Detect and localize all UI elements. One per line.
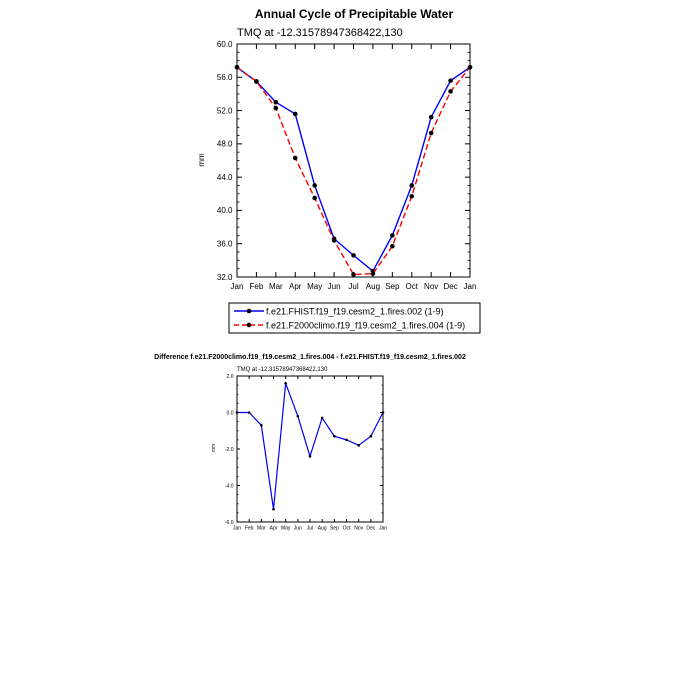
bottom-xtick-label: Oct xyxy=(342,525,351,532)
top-xtick-label: Nov xyxy=(424,282,439,291)
top-plot-frame xyxy=(237,44,470,277)
top-series-1-point xyxy=(351,253,356,258)
legend-label: f.e21.FHIST.f19_f19.cesm2_1.fires.002 (1-9) xyxy=(266,306,444,317)
top-xtick-label: Jun xyxy=(327,282,341,291)
bottom-series-1-point xyxy=(370,435,373,438)
top-series-1-point xyxy=(390,233,395,238)
top-xtick-label: Jan xyxy=(230,282,244,291)
bottom-series-1-point xyxy=(236,411,239,414)
top-series-2-point xyxy=(409,194,414,199)
top-series-2-point xyxy=(274,106,279,111)
top-ytick-label: 44.0 xyxy=(216,172,233,182)
top-xtick-label: Feb xyxy=(249,282,264,291)
bottom-series-1-point xyxy=(272,508,275,511)
top-series-2-point xyxy=(293,156,298,161)
bottom-xtick-label: Jul xyxy=(306,525,314,532)
top-xtick-label: Dec xyxy=(443,282,458,291)
bottom-ytick-label: 0.0 xyxy=(226,410,234,417)
top-series-1-point xyxy=(448,78,453,83)
bottom-series-1-point xyxy=(382,411,385,414)
bottom-series-1-point xyxy=(260,424,263,427)
bottom-xtick-label: Feb xyxy=(244,525,254,532)
bottom-xtick-label: Apr xyxy=(269,525,278,532)
bottom-ytick-label: -6.0 xyxy=(224,519,234,526)
top-xtick-label: May xyxy=(307,282,323,291)
bottom-ytick-label: 2.0 xyxy=(226,373,234,380)
legend-swatch-marker xyxy=(247,309,252,314)
bottom-ytick-label: -2.0 xyxy=(224,446,234,453)
top-xtick-label: Oct xyxy=(405,282,418,291)
top-series-1-point xyxy=(293,112,298,117)
bottom-ytick-label: -4.0 xyxy=(224,483,234,490)
bottom-chart-ylabel: mm xyxy=(211,443,217,453)
top-xtick-label: Aug xyxy=(365,282,381,291)
bottom-xtick-label: Mar xyxy=(257,525,266,532)
top-series-2-point xyxy=(448,89,453,94)
bottom-series-1-point xyxy=(248,411,251,414)
top-series-2-point xyxy=(390,244,395,249)
bottom-series-1-point xyxy=(345,439,348,442)
bottom-xtick-label: May xyxy=(280,525,291,532)
top-ytick-label: 56.0 xyxy=(216,73,233,83)
top-xtick-label: Apr xyxy=(289,282,302,291)
top-series-2-point xyxy=(312,196,317,201)
bottom-xtick-label: Jan xyxy=(232,525,242,532)
bottom-xtick-label: Jan xyxy=(378,525,388,532)
top-series-1-point xyxy=(312,183,317,188)
bottom-xtick-label: Nov xyxy=(354,525,364,532)
top-ytick-label: 40.0 xyxy=(216,206,233,216)
bottom-xtick-label: Jun xyxy=(293,525,302,532)
top-ytick-label: 48.0 xyxy=(216,139,233,149)
bottom-xtick-label: Dec xyxy=(366,525,376,532)
bottom-plot-frame xyxy=(237,376,383,522)
top-ytick-label: 60.0 xyxy=(216,39,233,49)
top-series-2-point xyxy=(429,131,434,136)
bottom-series-1-line xyxy=(237,383,383,509)
bottom-series-1-point xyxy=(309,455,312,458)
top-ytick-label: 32.0 xyxy=(216,272,233,282)
top-series-2-point xyxy=(468,65,473,70)
top-ytick-label: 52.0 xyxy=(216,106,233,116)
top-series-1-point xyxy=(274,100,279,105)
top-series-2-point xyxy=(254,79,259,84)
bottom-series-1-point xyxy=(284,382,287,385)
bottom-series-1-point xyxy=(297,415,300,418)
top-series-2-point xyxy=(371,271,376,276)
top-chart-title: Annual Cycle of Precipitable Water xyxy=(254,7,454,21)
bottom-series-1-point xyxy=(321,417,324,420)
top-legend xyxy=(229,303,480,333)
bottom-plot-area xyxy=(225,374,387,532)
top-xtick-label: Jan xyxy=(463,282,477,291)
top-series-1-point xyxy=(429,115,434,120)
top-series-1-point xyxy=(409,183,414,188)
bottom-chart-title: Difference f.e21.F2000climo.f19_f19.cesm2_1.fires.004 - f.e21.FHIST.f19_f19.cesm2_1.fires.002 xyxy=(154,354,466,361)
bottom-series-1-point xyxy=(357,444,360,447)
top-xtick-label: Mar xyxy=(268,282,283,291)
top-xtick-label: Sep xyxy=(385,282,400,291)
legend-label: f.e21.F2000climo.f19_f19.cesm2_1.fires.004 (1-9) xyxy=(266,320,466,331)
top-ytick-label: 36.0 xyxy=(216,239,233,249)
bottom-xtick-label: Aug xyxy=(317,525,327,532)
bottom-series-1-point xyxy=(333,435,336,438)
top-plot-area xyxy=(217,40,477,291)
top-chart-subtitle: TMQ at -12.31578947368422,130 xyxy=(237,27,403,39)
bottom-xtick-label: Sep xyxy=(329,525,339,532)
bottom-chart-subtitle: TMQ at -12.31578947368422,130 xyxy=(237,367,328,373)
top-series-2-point xyxy=(351,272,356,277)
top-series-1-line xyxy=(237,67,470,271)
top-series-2-point xyxy=(332,238,337,243)
top-chart-ylabel: mm xyxy=(197,153,206,167)
top-series-2-point xyxy=(235,65,240,70)
top-xtick-label: Jul xyxy=(348,282,359,291)
legend-swatch-marker xyxy=(247,323,252,328)
